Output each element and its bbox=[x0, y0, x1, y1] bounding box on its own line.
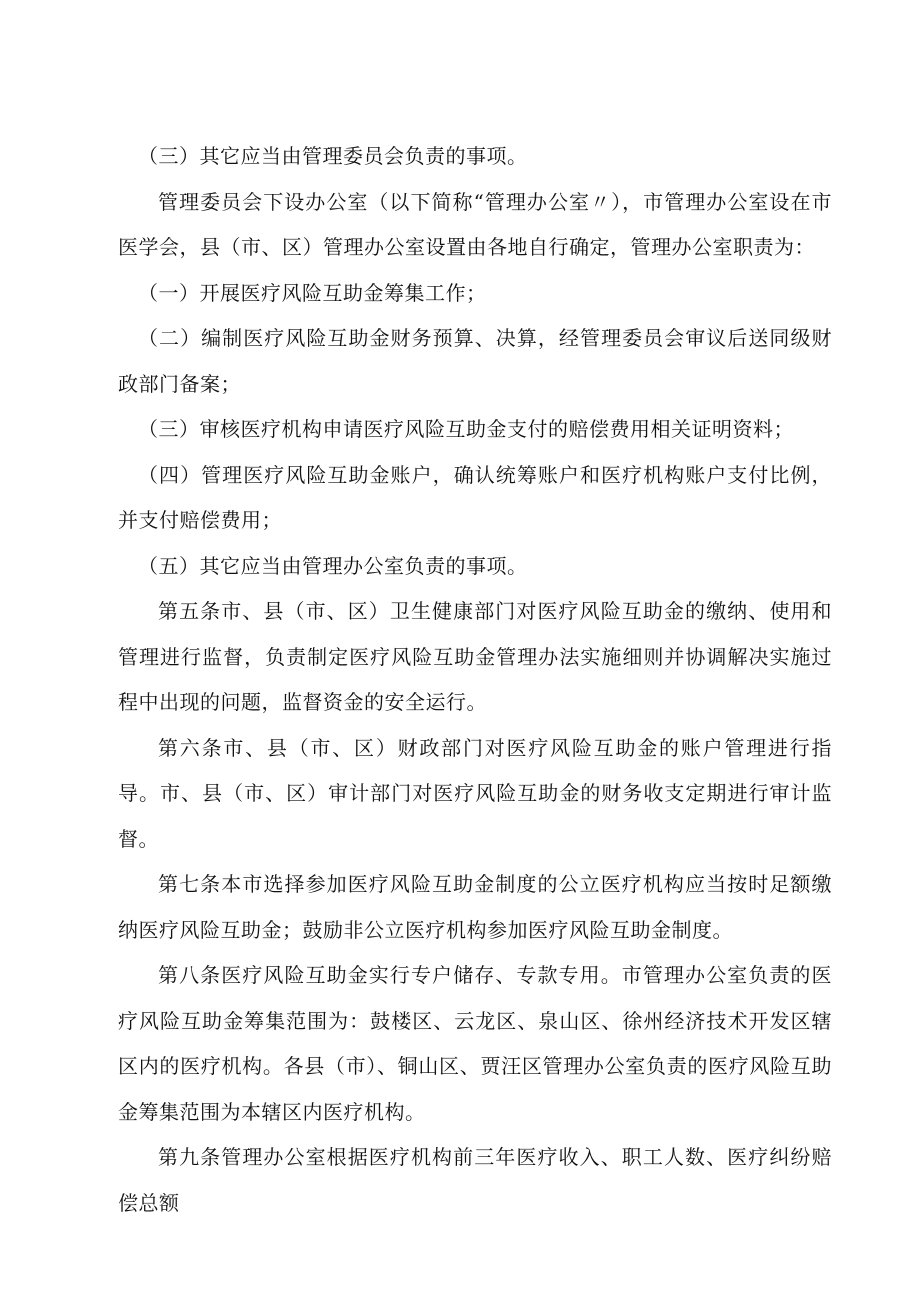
document-body bbox=[118, 134, 832, 1226]
paragraph-article-8: 第八条医疗风险互助金实行专户储存、专款专用。市管理办公室负责的医疗风险互助金筹集范围为：鼓楼区、云龙区、泉山区、徐州经济技术开发区辖区内的医疗机构。各县（市）、铜山区、贾汪区管理办公室负责的医疗风险互助金筹集范围为本辖区内医疗机构。 bbox=[118, 963, 832, 1124]
paragraph-article-9: 第九条管理办公室根据医疗机构前三年医疗收入、职工人数、医疗纠纷赔偿总额 bbox=[118, 1145, 832, 1215]
paragraph-office-establishment: 管理委员会下设办公室（以下简称“管理办公室〃），市管理办公室设在市医学会，县（市、区）管理办公室设置由各地自行确定，管理办公室职责为： bbox=[118, 189, 832, 259]
paragraph-item-4: （四）管理医疗风险互助金账户，确认统筹账户和医疗机构账户支付比例，并支付赔偿费用； bbox=[118, 462, 832, 532]
paragraph-item-3: （三）审核医疗机构申请医疗风险互助金支付的赔偿费用相关证明资料； bbox=[138, 417, 794, 441]
paragraph-item-3-committee: （三）其它应当由管理委员会负责的事项。 bbox=[138, 144, 528, 168]
paragraph-item-1: （一）开展医疗风险互助金筹集工作； bbox=[138, 280, 487, 305]
paragraph-article-6: 第六条市、县（市、区）财政部门对医疗风险互助金的账户管理进行指导。市、县（市、区）审计部门对医疗风险互助金的财务收支定期进行审计监督。 bbox=[118, 735, 832, 851]
paragraph-item-2: （二）编制医疗风险互助金财务预算、决算，经管理委员会审议后送同级财政部门备案； bbox=[118, 326, 832, 396]
paragraph-article-5: 第五条市、县（市、区）卫生健康部门对医疗风险互助金的缴纳、使用和管理进行监督，负责制定医疗风险互助金管理办法实施细则并协调解决实施过程中出现的问题，监督资金的安全运行。 bbox=[118, 599, 832, 714]
paragraph-item-5: （五）其它应当由管理办公室负责的事项。 bbox=[138, 553, 528, 578]
paragraph-article-7: 第七条本市选择参加医疗风险互助金制度的公立医疗机构应当按时足额缴纳医疗风险互助金；鼓励非公立医疗机构参加医疗风险互助金制度。 bbox=[118, 872, 832, 942]
